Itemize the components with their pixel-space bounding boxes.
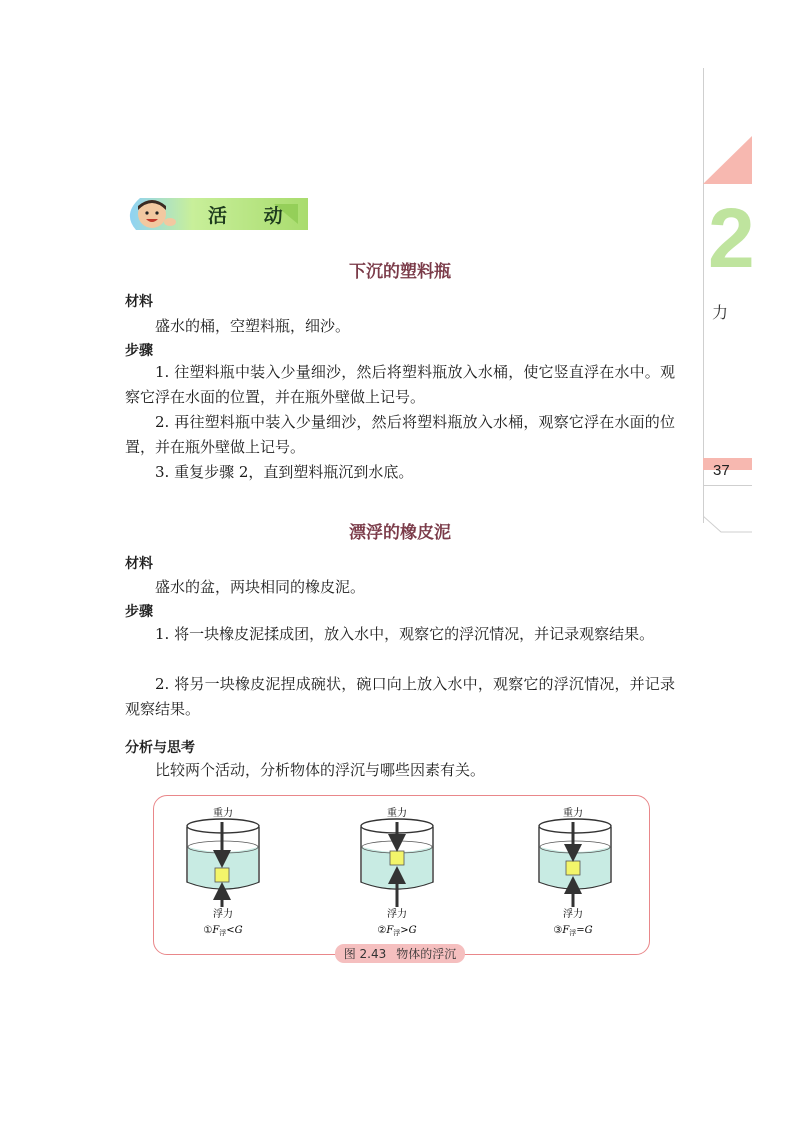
section1-materials-text: 盛水的桶，空塑料瓶，细沙。 <box>155 317 351 335</box>
chapter-title: 力 <box>712 303 729 322</box>
chapter-number: 2 <box>708 191 755 285</box>
page-number: 37 <box>713 462 730 479</box>
panel-2-formula: $②F_浮>G$ <box>377 925 417 937</box>
beaker-sinking <box>187 819 259 907</box>
buoyancy-label-2: 浮力 <box>387 909 407 920</box>
analysis-label: 分析与思考 <box>125 740 195 756</box>
section2-steps-label: 步骤 <box>125 604 153 620</box>
beaker-suspended <box>539 819 611 907</box>
section2-materials-text: 盛水的盆，两块相同的橡皮泥。 <box>155 578 366 596</box>
section1-title: 下沉的塑料瓶 <box>349 262 451 282</box>
section1-step-3: 3. 重复步骤 2，直到塑料瓶沉到水底。 <box>155 463 414 481</box>
section2-step-2: 2. 将另一块橡皮泥捏成碗状，碗口向上放入水中，观察它的浮沉情况，并记录观察结果。 <box>125 675 675 718</box>
section1-step-1: 1. 往塑料瓶中装入少量细沙，然后将塑料瓶放入水桶，使它竖直浮在水中。观察它浮在水面的位置，并在瓶外壁做上记号。 <box>125 363 675 406</box>
panel-1-formula: $①F_浮<G$ <box>203 925 243 937</box>
buoyancy-figure <box>153 795 648 945</box>
gravity-label-1: 重力 <box>213 808 233 819</box>
activity-label: 活 动 <box>208 205 298 227</box>
section2-materials-label: 材料 <box>125 556 153 572</box>
buoyancy-label-3: 浮力 <box>563 909 583 920</box>
gravity-label-3: 重力 <box>563 808 583 819</box>
figure-caption <box>335 944 465 963</box>
page-number-rule <box>703 485 752 486</box>
section1-step-2: 2. 再往塑料瓶中装入少量细沙，然后将塑料瓶放入水桶，观察它浮在水面的位置，并在瓶外壁做上记号。 <box>125 413 675 456</box>
panel-3-formula: $③F_浮=G$ <box>553 925 593 937</box>
section2-title: 漂浮的橡皮泥 <box>349 523 451 543</box>
buoyancy-label-1: 浮力 <box>213 909 233 920</box>
gravity-label-2: 重力 <box>387 808 407 819</box>
chapter-tab-triangle <box>703 136 753 186</box>
section2-step-1: 1. 将一块橡皮泥揉成团，放入水中，观察它的浮沉情况，并记录观察结果。 <box>155 625 655 643</box>
section1-steps-label: 步骤 <box>125 343 153 359</box>
figure-caption-text: 物体的浮沉 <box>396 947 457 961</box>
section1-materials-label: 材料 <box>125 294 153 310</box>
beaker-rising <box>361 819 433 907</box>
analysis-text: 比较两个活动，分析物体的浮沉与哪些因素有关。 <box>155 761 486 779</box>
figure-number: 图 2.43 <box>343 947 387 961</box>
